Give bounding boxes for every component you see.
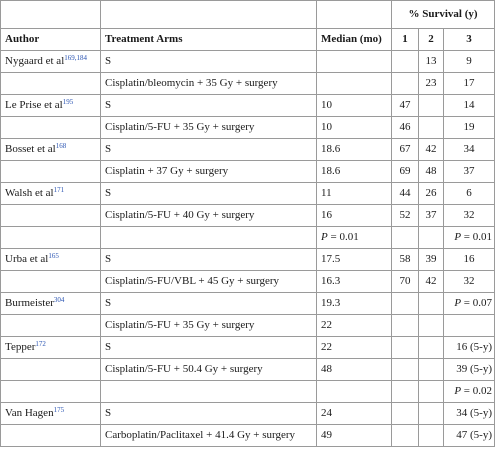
survival-year3-cell	[444, 293, 495, 315]
survival-year2-cell: 13	[419, 51, 444, 73]
author-cell	[1, 95, 101, 117]
header-spacer-median	[317, 1, 392, 29]
survival-year1-cell	[392, 337, 419, 359]
author-cell	[1, 249, 101, 271]
survival-year3-cell: 16 (5-y)	[444, 337, 495, 359]
author-name: Bosset et al	[5, 143, 56, 155]
survival-year1-cell	[392, 73, 419, 95]
median-cell: 48	[317, 359, 392, 381]
author-cell	[1, 403, 101, 425]
p-value: 0.02	[472, 385, 493, 397]
p-label: P	[454, 385, 462, 397]
p-label: P	[454, 297, 462, 309]
survival-year1-cell	[392, 381, 419, 403]
treatment-cell: Cisplatin/5-FU/VBL + 45 Gy + surgery	[101, 271, 317, 293]
p-label: P	[321, 231, 328, 243]
treatment-cell: S	[101, 337, 317, 359]
treatment-cell: S	[101, 293, 317, 315]
survival-year3-cell: 9	[444, 51, 495, 73]
survival-year2-cell: 42	[419, 139, 444, 161]
survival-year2-cell: 37	[419, 205, 444, 227]
median-cell: 19.3	[317, 293, 392, 315]
survival-year1-cell	[392, 403, 419, 425]
author-cell	[1, 337, 101, 359]
survival-year1-cell: 67	[392, 139, 419, 161]
survival-year1-cell: 58	[392, 249, 419, 271]
median-cell: 16	[317, 205, 392, 227]
reference-link[interactable]: 171	[53, 186, 65, 194]
reference-link[interactable]: 169,184	[64, 54, 87, 62]
survival-year1-cell: 70	[392, 271, 419, 293]
table-row	[1, 403, 495, 425]
median-cell: 22	[317, 315, 392, 337]
survival-year2-cell	[419, 337, 444, 359]
reference-link[interactable]: 165	[48, 252, 59, 260]
survival-year1-cell	[392, 293, 419, 315]
survival-year2-cell	[419, 403, 444, 425]
author-cell	[1, 139, 101, 161]
survival-year3-cell	[444, 381, 495, 403]
treatment-cell: Carboplatin/Paclitaxel + 41.4 Gy + surgery	[101, 425, 317, 447]
survival-year3-cell: 34	[444, 139, 495, 161]
author-cell	[1, 425, 101, 447]
table-row	[1, 51, 495, 73]
p-equals: =	[461, 385, 473, 397]
treatment-cell: Cisplatin + 37 Gy + surgery	[101, 161, 317, 183]
survival-year3-cell	[444, 227, 495, 249]
table-body	[1, 51, 495, 447]
survival-year3-cell: 34 (5-y)	[444, 403, 495, 425]
author-name: Walsh et al	[5, 187, 54, 199]
survival-year3-cell: 47 (5-y)	[444, 425, 495, 447]
reference-link[interactable]: 195	[62, 98, 74, 106]
table-row	[1, 205, 495, 227]
survival-year3-cell: 17	[444, 73, 495, 95]
table-row	[1, 293, 495, 315]
survival-year1-cell: 46	[392, 117, 419, 139]
median-cell: 18.6	[317, 161, 392, 183]
median-cell: 11	[317, 183, 392, 205]
median-header: Median (mo)	[317, 29, 392, 51]
treatment-cell: S	[101, 51, 317, 73]
median-cell: 18.6	[317, 139, 392, 161]
header-row	[1, 29, 495, 51]
median-cell: 16.3	[317, 271, 392, 293]
survival-year1-cell	[392, 227, 419, 249]
reference-link[interactable]: 168	[55, 142, 67, 150]
treatment-cell: S	[101, 403, 317, 425]
median-cell: 10	[317, 117, 392, 139]
survival-year1-cell	[392, 315, 419, 337]
p-label: P	[454, 231, 462, 243]
p-value: 0.01	[472, 231, 493, 243]
p-equals: =	[461, 231, 473, 243]
table-row	[1, 117, 495, 139]
survival-year2-cell	[419, 117, 444, 139]
author-name: Le Prise et al	[5, 99, 63, 111]
survival-year3-cell: 19	[444, 117, 495, 139]
survival-year2-cell	[419, 95, 444, 117]
treatment-cell: Cisplatin/5-FU + 50.4 Gy + surgery	[101, 359, 317, 381]
survival-year3-cell: 39 (5-y)	[444, 359, 495, 381]
survival-year2-cell: 39	[419, 249, 444, 271]
treatment-cell: Cisplatin/5-FU + 35 Gy + surgery	[101, 315, 317, 337]
table-row	[1, 249, 495, 271]
survival-year2-cell: 48	[419, 161, 444, 183]
author-name: Urba et al	[5, 253, 49, 265]
author-cell	[1, 359, 101, 381]
median-cell	[317, 73, 392, 95]
p-equals: =	[461, 297, 473, 309]
table-row	[1, 315, 495, 337]
survival-year1-cell	[392, 425, 419, 447]
survival-year3-cell: 37	[444, 161, 495, 183]
author-name: Van Hagen	[5, 407, 54, 419]
treatment-cell: Cisplatin/5-FU + 35 Gy + surgery	[101, 117, 317, 139]
author-name: Burmeister	[5, 297, 54, 309]
author-name: Nygaard et al	[5, 55, 65, 67]
author-header: Author	[1, 29, 101, 51]
table-row	[1, 381, 495, 403]
treatment-cell: Cisplatin/bleomycin + 35 Gy + surgery	[101, 73, 317, 95]
table-row	[1, 95, 495, 117]
treatment-cell: S	[101, 183, 317, 205]
author-cell	[1, 205, 101, 227]
survival-year1-cell	[392, 51, 419, 73]
author-cell	[1, 73, 101, 95]
reference-link[interactable]: 172	[35, 340, 46, 348]
survival-year2-cell	[419, 293, 444, 315]
median-cell	[317, 381, 392, 403]
reference-link[interactable]: 175	[53, 406, 65, 414]
survival-year2-cell: 42	[419, 271, 444, 293]
table-row	[1, 161, 495, 183]
survival-year1-cell: 44	[392, 183, 419, 205]
author-name: Tepper	[5, 341, 36, 353]
table-row	[1, 359, 495, 381]
survival-year1-cell: 52	[392, 205, 419, 227]
median-cell: 22	[317, 337, 392, 359]
p-value: 0.07	[472, 297, 493, 309]
median-cell: 24	[317, 403, 392, 425]
survival-year3-cell: 14	[444, 95, 495, 117]
header-group-row	[1, 1, 495, 29]
survival-year2-cell	[419, 315, 444, 337]
year1-header: 1	[392, 29, 419, 51]
table-row	[1, 139, 495, 161]
survival-year3-cell	[444, 315, 495, 337]
year2-header: 2	[419, 29, 444, 51]
treatment-cell: S	[101, 95, 317, 117]
p-equals: =	[327, 231, 340, 243]
author-cell	[1, 51, 101, 73]
year3-header: 3	[444, 29, 495, 51]
author-cell	[1, 183, 101, 205]
survival-year2-cell	[419, 227, 444, 249]
treatment-cell	[101, 381, 317, 403]
author-cell	[1, 117, 101, 139]
median-cell	[317, 51, 392, 73]
survival-year2-cell	[419, 425, 444, 447]
survival-year2-cell: 26	[419, 183, 444, 205]
survival-year1-cell	[392, 359, 419, 381]
survival-year1-cell: 47	[392, 95, 419, 117]
table-row	[1, 73, 495, 95]
table-row	[1, 227, 495, 249]
reference-link[interactable]: 304	[53, 296, 65, 304]
author-cell	[1, 381, 101, 403]
survival-year2-cell: 23	[419, 73, 444, 95]
table-row	[1, 337, 495, 359]
survival-year1-cell: 69	[392, 161, 419, 183]
treatment-cell: S	[101, 249, 317, 271]
author-cell	[1, 315, 101, 337]
treatment-cell: S	[101, 139, 317, 161]
treatment-cell	[101, 227, 317, 249]
author-cell	[1, 227, 101, 249]
treatment-header: Treatment Arms	[101, 29, 317, 51]
survival-year3-cell: 16	[444, 249, 495, 271]
median-cell: 49	[317, 425, 392, 447]
survival-group-header: % Survival (y)	[392, 1, 495, 29]
survival-year3-cell: 6	[444, 183, 495, 205]
survival-year3-cell: 32	[444, 205, 495, 227]
treatment-cell: Cisplatin/5-FU + 40 Gy + surgery	[101, 205, 317, 227]
author-cell	[1, 271, 101, 293]
median-cell	[317, 227, 392, 249]
table-row	[1, 425, 495, 447]
survival-year2-cell	[419, 381, 444, 403]
table-row	[1, 183, 495, 205]
median-cell: 10	[317, 95, 392, 117]
table-row	[1, 271, 495, 293]
author-cell	[1, 293, 101, 315]
survival-year3-cell: 32	[444, 271, 495, 293]
header-spacer-author	[1, 1, 101, 29]
survival-year2-cell	[419, 359, 444, 381]
p-value: 0.01	[339, 231, 359, 243]
header-spacer-treatment	[101, 1, 317, 29]
median-cell: 17.5	[317, 249, 392, 271]
author-cell	[1, 161, 101, 183]
